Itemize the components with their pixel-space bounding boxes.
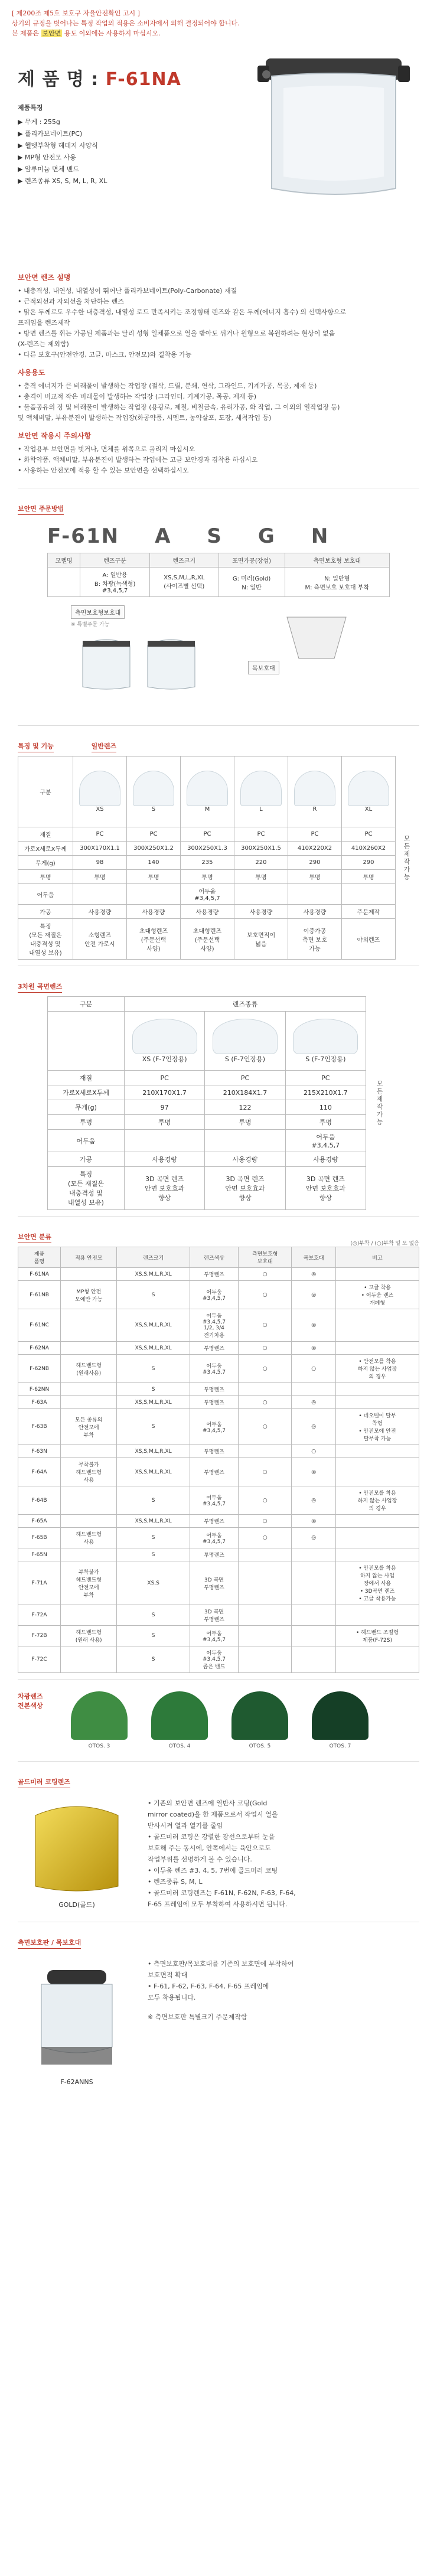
table-row: F-64B S 어두움 #3,4,5,7 ○ ◎ • 안전모를 착용 하지 않는 사업장 의 경우 — [18, 1486, 419, 1515]
code-part-size: S — [207, 524, 223, 548]
order-col-head: 모델명 — [48, 553, 80, 568]
lens-section-title: 보안면 렌즈 설명 — [18, 273, 71, 282]
gold-mirror-section — [0, 1792, 437, 1916]
product-title — [18, 64, 181, 90]
product-title-prefix: 제 품 명 : — [18, 69, 106, 90]
side-guard-section-label: 측면보호판 / 목보호대 — [18, 1938, 81, 1949]
order-col-val: G: 미러(Gold) N: 일반 — [218, 568, 285, 597]
general-lens-block — [18, 756, 419, 960]
row-label: 어두움 — [18, 884, 73, 905]
feature-label: 특징 및 기능 — [18, 741, 54, 752]
class-legend: (◎)부착 / (○)부착 일 오 없음 — [350, 1241, 419, 1247]
lens-line: • 내충격성, 내연성, 내열성이 뛰어난 폴리카보네이트(Poly-Carbonate) 재질 — [18, 287, 237, 295]
class-label: 보안면 분류 — [18, 1232, 51, 1243]
table-row: F-61NB MP형 안전 모에만 가능 S 어두움 #3,4,5,7 ○ ◎ • 고글 착용 • 어두움 렌즈 개폐형 — [18, 1281, 419, 1309]
notice-line-1: [ 제200조 제5호 보호구 자율안전확인 고시 ] — [12, 9, 140, 17]
use-section-body — [18, 381, 419, 423]
code-part-model: F-61N — [47, 524, 120, 548]
lens-section-body — [18, 286, 419, 360]
spec-item: ▶ 렌즈종류 XS, S, M, L, R, XL — [18, 177, 107, 185]
notice-line-2: 상기의 규정을 벗어나는 특정 작업의 적용은 소비자에서 의해 결정되어야 합니다. — [12, 19, 240, 27]
shade-swatch: OTOS. 4 — [151, 1691, 208, 1749]
general-lens-label: 일반렌즈 — [92, 741, 117, 752]
order-sub-images — [71, 605, 413, 694]
table-row: F-71A 부착불가 헤드밴드형 안전모에 부착 XS,S 3D 곡면 투명렌즈 • 안전모를 착용 하지 않는 사업 장에서 사용 • 3D곡면 렌즈 • 고글 착용가능 — [18, 1561, 419, 1605]
side-guard-note: ※ 특별주문 가능 — [71, 622, 110, 628]
threed-col-head: 렌즈종류 — [125, 997, 366, 1012]
side-bullets: • 측면보호판/목보호대를 기존의 보호면에 부착하여 보호면적 확대 • F-61, F-62, F-63, F-64, F-65 프레임에 모두 착용됩니다. ※ 측면보호판 특별크기 주문제작함 — [148, 1960, 294, 2021]
caution-section-title: 보안면 작용시 주의사항 — [18, 432, 92, 440]
general-left-head: 구분 — [18, 757, 73, 827]
order-method-label: 보안면 주문방법 — [18, 504, 64, 515]
order-col-head: 렌즈구분 — [80, 553, 150, 568]
notice-line-3-post: 용도 이외에는 사용하지 마십시오. — [62, 30, 161, 37]
threed-size-cell: XS (F-7인장용) — [125, 1012, 205, 1071]
gold-mirror-label: 골드미러 코팅렌즈 — [18, 1777, 70, 1788]
caution-line: • 사용하는 안전모에 적응 할 수 있는 보안면을 선택하십시오 — [18, 467, 189, 474]
neck-guard-image — [281, 605, 352, 670]
lens-line: 프레임을 렌즈제작 — [18, 319, 70, 327]
code-part-coating: G — [257, 524, 276, 548]
notice-highlight: 보안면 — [42, 30, 61, 37]
neck-guard-box — [248, 605, 352, 694]
spec-item: ▶ MP형 안전모 사용 — [18, 154, 76, 161]
use-section-title: 사용용도 — [18, 369, 45, 377]
table-row: F-65B 헤드밴드형 사용 S 어두움 #3,4,5,7 ○ ◎ — [18, 1528, 419, 1548]
product-header — [0, 47, 437, 259]
general-lens-table: 구분 XS S M L R XL 재질 PC PC PC PC PC PC 가로X세로X두께 300X170X1.1 300X250X1.2 300X250X1.3 300X250X1.5 410X220X2 410X260X2 무게(g) 98 140 235 220 290 290 투명 투명 투명 투명 투명 투명 투명 어두움 어두움 #3,4,5,7 가공 사용경량 사용경량 사용경량 사용경량 사용경량 주문제작 특징 (모든 재질은 내충격성 및 내열성 보유) 소형렌즈 안전 가로시 초대형렌즈 (주문선택 사양) 초대형렌즈 (주문선택 사양) 보호면적이 넓음 이중가공 측면 보호 가능 야외렌즈 — [18, 756, 396, 960]
lens-line: (X-렌즈는 제외함) — [18, 340, 69, 348]
notice-line-3-pre: 본 제품은 — [12, 30, 41, 37]
shade-swatches — [71, 1691, 368, 1749]
order-col-head: 측면보호형 보호대 — [285, 553, 390, 568]
threed-size-cell: S (F-7인장용) — [205, 1012, 285, 1071]
caution-line: • 화학약품, 액체비말, 부유분진이 발생하는 작업에는 고글 보안경과 겸착용 하십시오 — [18, 456, 258, 464]
table-row: F-63B 모든 종류의 안전모에 부착 S 어두움 #3,4,5,7 ○ ◎ • 네오벨이 탈부 착형 • 안전모에 안전 탈부착 가능 — [18, 1409, 419, 1445]
gold-lens-image — [24, 1798, 130, 1898]
shade-swatch: OTOS. 7 — [312, 1691, 368, 1749]
order-col-val: N: 일반형 M: 측면보호 보호대 부착 — [285, 568, 390, 597]
table-row: F-62NN S 투명렌즈 — [18, 1383, 419, 1396]
code-part-guard: N — [311, 524, 330, 548]
general-side-label: 모든제작가능 — [403, 834, 410, 881]
table-row: F-62NA XS,S,M,L,R,XL 투명렌즈 ○ ◎ — [18, 1342, 419, 1355]
product-code: F-61NA — [105, 69, 181, 90]
table-row: F-63N XS,S,M,L,R,XL 투명렌즈 ○ — [18, 1445, 419, 1458]
threed-lens-block — [47, 996, 419, 1210]
row-label: 가공 — [18, 905, 73, 919]
shade-swatch: OTOS. 3 — [71, 1691, 128, 1749]
table-row: F-72C S 어두움 #3,4,5,7 좁은 밴드 — [18, 1646, 419, 1673]
side-guard-label: 측면보호형보호대 — [71, 605, 125, 619]
side-guard-section — [0, 1952, 437, 2092]
table-row: F-64A 부착불가 헤드밴드형 사용 XS,S,M,L,R,XL 투명렌즈 ○ ◎ — [18, 1458, 419, 1486]
table-row: F-61NC XS,S,M,L,R,XL 어두움 #3,4,5,7 1/2, 3/4 전기차용 ○ ◎ — [18, 1309, 419, 1342]
gold-lens-figure — [18, 1798, 136, 1910]
notice-line-3 — [12, 28, 425, 38]
spec-item: ▶ 헬멧부착형 헤테지 사양식 — [18, 142, 98, 149]
order-col-head: 렌즈크기 — [149, 553, 218, 568]
general-size-cell: M — [180, 757, 234, 827]
shade-swatch: OTOS. 5 — [231, 1691, 288, 1749]
use-line: • 충격 에너지가 큰 비래물이 발생하는 작업장 (절삭, 드릴, 분쇄, 연삭, 그라인드, 기계가공, 목공, 제재 등) — [18, 382, 317, 390]
table-row: F-72A S 3D 곡면 투명렌즈 — [18, 1605, 419, 1626]
use-line: 및 액체비말, 부유분진이 발생하는 작업장(화공약품, 시멘트, 농약살포, 도장, 세척작업 등) — [18, 414, 272, 422]
spec-item: ▶ 폴리카보네이트(PC) — [18, 130, 83, 138]
order-code-box — [18, 519, 419, 719]
notice-box — [0, 0, 437, 47]
general-size-cell: XS — [73, 757, 126, 827]
side-guard-product-image — [24, 1958, 130, 2076]
row-label: 무게(g) — [18, 856, 73, 870]
shade-label: 차광렌즈 견본색상 — [18, 1693, 43, 1710]
face-shield-image — [248, 53, 425, 200]
threed-side-label: 모든제작가능 — [376, 1080, 383, 1126]
shade-section — [0, 1685, 437, 1755]
lens-line: • 맑은 두께로도 우수한 내충격성, 내열성 로드 만족시키는 조정형태 렌즈와 같은 두께(에너지 흡수) 의 선택사항으로 — [18, 308, 347, 316]
caution-section-body — [18, 444, 419, 476]
divider — [18, 1761, 419, 1762]
neck-guard-label: 목보호대 — [248, 661, 279, 674]
table-row: F-72B 헤드밴드형 (원래 사용) S 어두움 #3,4,5,7 • 헤드밴드 조절형 제품(F-72S) — [18, 1626, 419, 1646]
divider — [18, 1216, 419, 1217]
divider — [18, 1679, 419, 1680]
row-label: 가로X세로X두께 — [18, 842, 73, 856]
class-header — [0, 1222, 419, 1247]
row-label: 투명 — [18, 870, 73, 884]
spec-item: ▶ 알루미늄 면체 밴드 — [18, 165, 79, 173]
general-size-cell: S — [126, 757, 180, 827]
lens-description-section — [0, 259, 437, 482]
threed-lens-label: 3차원 곡면렌즈 — [18, 982, 62, 993]
caution-line: • 작업용부 보안면을 벗거나, 면체를 위쪽으로 올리지 마십시오 — [18, 445, 195, 453]
order-col-val: A: 일반용 B: 차광(녹색형) #3,4,5,7 — [80, 568, 150, 597]
general-size-cell: XL — [341, 757, 395, 827]
order-col-head: 포면가공(장섬) — [218, 553, 285, 568]
threed-lens-table: 구분 렌즈종류 XS (F-7인장용) S (F-7인장용) S (F-7인장용) 재질 PC PC PC 가로X세로X두께 210X170X1.7 210X184X1.7 215X210X1.7 무게(g) 97 122 110 투명 투명 투명 투명 어두움 어두움 #3,4,5,7 가공 사용경량 사용경량 사용경량 특징 (모든 재질은 내충격성 및 내열성 보유) 3D 곡면 렌즈 안면 보호효과 향상 3D 곡면 렌즈 안면 보호효과 향상 3D 곡면 렌즈 안면 보호효과 향상 — [47, 996, 366, 1210]
general-size-cell: R — [288, 757, 341, 827]
table-row: F-62NB 헤드밴드형 (원래사용) S 어두움 #3,4,5,7 ○ ○ • 안전모를 착용 하지 않는 사업장 의 경우 — [18, 1355, 419, 1383]
divider — [18, 725, 419, 726]
use-line: • 충격이 비교적 작은 비래물이 발생하는 작업장 (그라인더, 기계가공, 목공, 제재 등) — [18, 393, 257, 400]
order-col-val — [48, 568, 80, 597]
feature-row-label: 특징 (모든 재질은 내충격성 및 내열성 보유) — [18, 919, 73, 960]
class-table: 제품 품명 적용 안전모 렌즈크기 렌즈색상 측면보호형 보호대 목보호대 비고 F-61NA XS,S,M,L,R,XL 투명렌즈 ○ ◎ F-61NB MP형 안전 모에만 가능 S 어두움 #3,4,5,7 ○ ◎ • 고글 착용 • 어두움 렌즈 개폐형 F-61NC XS,S,M,L,R,XL 어두움 #3,4,5,7 1/2, 3/4 전기차용 ○ ◎ F-62NA XS,S,M,L,R,XL 투명렌즈 ○ ◎ F-62NB 헤드밴드형 (원래사용) S 어두움 #3,4,5,7 ○ ○ • 안전모를 착용 하지 않는 사업장 의 경우 F-62NN S 투명렌즈 F-63A XS,S,M,L,R,XL 투명렌즈 ○ ◎ F-63B 모든 종류의 안전모에 부착 S 어두움 #3,4,5,7 ○ ◎ • 네오벨이 탈부 착형 • 안전모에 안전 탈부착 가능 F-63N XS,S,M,L,R,XL 투명렌즈 ○ F-64A 부착불가 헤드밴드형 사용 XS,S,M,L,R,XL 투명렌즈 ○ ◎ F-64B S 어두움 #3,4,5,7 ○ ◎ • 안전모를 착용 하지 않는 사업장 의 경우 F-65A XS,S,M,L,R,XL 투명렌즈 ○ ◎ F-65B 헤드밴드형 사용 S 어두움 #3,4,5,7 ○ ◎ F-65N S 투명렌즈 F-71A 부착불가 헤드밴드형 안전모에 부착 XS,S 3D 곡면 투명렌즈 • 안전모를 착용 하지 않는 사업 장에서 사용 • 3D곡면 렌즈 • 고글 착용가능 F-72A S 3D 곡면 투명렌즈 F-72B 헤드밴드형 (원래 사용) S 어두움 #3,4,5,7 • 헤드밴드 조절형 제품(F-72S) F-72C S 어두움 #3,4,5,7 좁은 밴드 — [18, 1247, 419, 1673]
side-guard-box — [71, 605, 213, 694]
threed-left-head: 구분 — [48, 997, 125, 1012]
order-code-row — [47, 524, 413, 548]
lens-line: • 다른 보호구(안전안경, 고글, 마스크, 안전모)와 결착용 가능 — [18, 351, 192, 358]
code-part-lens: A — [155, 524, 172, 548]
table-row: F-61NA XS,S,M,L,R,XL 투명렌즈 ○ ◎ — [18, 1268, 419, 1281]
gold-caption: GOLD(골드) — [58, 1901, 95, 1909]
lens-line: • 근적외선과 자외선을 차단하는 렌즈 — [18, 298, 124, 305]
spec-item: ▶ 무게 : 255g — [18, 118, 60, 126]
side-guard-figure — [18, 1958, 136, 2086]
side-caption: F-62ANNS — [60, 2078, 93, 2086]
order-code-table — [47, 553, 390, 597]
use-line: • 물품공유의 장 및 비래물이 발생하는 작업장 (용광로, 제철, 비철금속, 유리가공, 화 작업, 그 이외의 열작업장 등) — [18, 403, 340, 411]
spec-list — [18, 102, 181, 187]
spec-header: 제품특징 — [18, 104, 43, 112]
lens-line: • 방면 렌즈를 휘는 가공된 제품과는 달리 성형 일체품으로 열을 받아도 뒤거나 원형으로 복원하려는 현상이 없음 — [18, 330, 335, 337]
table-row: F-63A XS,S,M,L,R,XL 투명렌즈 ○ ◎ — [18, 1396, 419, 1409]
general-size-cell: L — [234, 757, 288, 827]
order-col-val: XS,S,M,L,R,XL (사이즈별 선택) — [149, 568, 218, 597]
gold-bullets: • 기존의 보안면 렌즈에 열반사 코팅(Gold mirror coated)을 한 제품으로서 작업시 열을 반사시켜 열과 열기를 줄임 • 골드미러 코팅은 강렬한 광선으로부터 눈을 보호해 주는 동시에, 안쪽에서는 육안으로도 작업부위를 선명하게 볼 수 있습니다. • 어두움 렌즈 #3, 4, 5, 7번에 골드미러 코팅 • 렌즈종류 S, M, L • 골드미러 코팅렌즈는 F-61N, F-62N, F-63, F-64, F-65 프레임에 모두 부착하여 사용하시면 됩니다. — [148, 1799, 296, 1908]
threed-size-cell: S (F-7인장용) — [285, 1012, 366, 1071]
table-row: F-65A XS,S,M,L,R,XL 투명렌즈 ○ ◎ — [18, 1515, 419, 1528]
side-guard-image — [71, 628, 213, 693]
row-label: 재질 — [18, 827, 73, 842]
table-row: F-65N S 투명렌즈 — [18, 1548, 419, 1561]
